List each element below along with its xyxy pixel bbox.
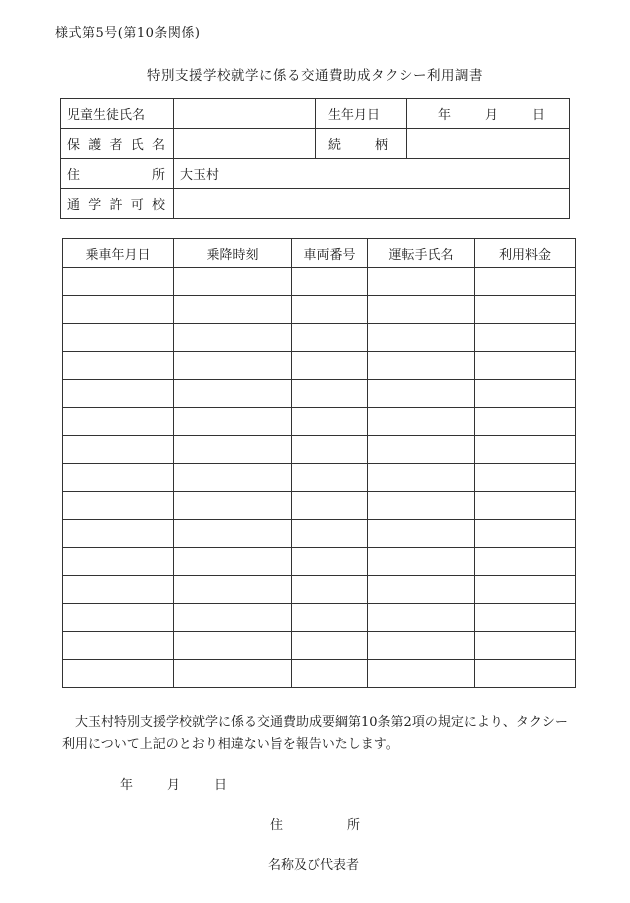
table-cell[interactable] — [174, 436, 292, 464]
table-cell[interactable] — [475, 520, 576, 548]
table-cell[interactable] — [292, 492, 368, 520]
table-cell[interactable] — [368, 268, 475, 296]
table-cell[interactable] — [368, 464, 475, 492]
document-title: 特別支援学校就学に係る交通費助成タクシー利用調書 — [147, 68, 483, 84]
address-label: 住 所 — [61, 159, 174, 189]
table-cell[interactable] — [368, 660, 475, 688]
table-cell[interactable] — [475, 324, 576, 352]
table-cell[interactable] — [174, 660, 292, 688]
birthdate-field[interactable] — [407, 99, 570, 129]
report-date-year: 年 — [120, 778, 134, 793]
school-field[interactable] — [174, 189, 570, 219]
table-cell[interactable] — [368, 604, 475, 632]
table-cell[interactable] — [174, 576, 292, 604]
column-header-ride-date: 乗車年月日 — [63, 239, 174, 268]
table-cell[interactable] — [368, 324, 475, 352]
table-cell[interactable] — [63, 296, 174, 324]
table-cell[interactable] — [292, 408, 368, 436]
relation-field[interactable] — [407, 129, 570, 159]
table-cell[interactable] — [475, 352, 576, 380]
table-cell[interactable] — [475, 632, 576, 660]
student-name-field[interactable] — [174, 99, 316, 129]
table-cell[interactable] — [475, 576, 576, 604]
table-cell[interactable] — [475, 296, 576, 324]
table-row — [63, 492, 576, 520]
form-number: 様式第5号(第10条関係) — [55, 26, 201, 41]
taxi-usage-table — [62, 238, 576, 688]
table-cell[interactable] — [292, 632, 368, 660]
table-cell[interactable] — [174, 632, 292, 660]
table-cell[interactable] — [63, 268, 174, 296]
table-cell[interactable] — [368, 492, 475, 520]
table-cell[interactable] — [174, 324, 292, 352]
table-cell[interactable] — [292, 520, 368, 548]
table-cell[interactable] — [63, 548, 174, 576]
table-cell[interactable] — [174, 352, 292, 380]
report-date — [120, 774, 227, 793]
table-row — [63, 436, 576, 464]
table-cell[interactable] — [475, 464, 576, 492]
table-cell[interactable] — [174, 604, 292, 632]
taxi-usage-body — [63, 268, 576, 688]
table-cell[interactable] — [368, 632, 475, 660]
table-cell[interactable] — [292, 576, 368, 604]
guardian-name-field[interactable] — [174, 129, 316, 159]
report-date-month: 月 — [167, 778, 181, 793]
table-cell[interactable] — [174, 408, 292, 436]
table-cell[interactable] — [63, 492, 174, 520]
birthdate-day-label: 日 — [531, 108, 545, 123]
table-cell[interactable] — [368, 352, 475, 380]
table-cell[interactable] — [475, 436, 576, 464]
guardian-row — [61, 129, 570, 159]
table-cell[interactable] — [63, 436, 174, 464]
table-cell[interactable] — [174, 548, 292, 576]
table-row — [63, 464, 576, 492]
table-cell[interactable] — [475, 268, 576, 296]
student-info-table — [60, 98, 570, 219]
table-cell[interactable] — [174, 492, 292, 520]
table-cell[interactable] — [292, 296, 368, 324]
table-cell[interactable] — [292, 324, 368, 352]
birthdate-label: 生年月日 — [316, 99, 407, 129]
table-cell[interactable] — [63, 660, 174, 688]
address-field[interactable]: 大玉村 — [174, 159, 570, 189]
table-cell[interactable] — [368, 520, 475, 548]
table-cell[interactable] — [174, 380, 292, 408]
table-cell[interactable] — [292, 548, 368, 576]
table-cell[interactable] — [475, 660, 576, 688]
birthdate-year-label: 年 — [437, 108, 451, 123]
reporter-name-label: 名称及び代表者 — [268, 858, 360, 873]
reporter-address-label: 住 所 — [270, 818, 361, 833]
birthdate-month-label: 月 — [484, 108, 498, 123]
column-header-vehicle-number: 車両番号 — [292, 239, 368, 268]
table-cell[interactable] — [292, 268, 368, 296]
table-cell[interactable] — [174, 464, 292, 492]
table-cell[interactable] — [174, 268, 292, 296]
table-cell[interactable] — [368, 436, 475, 464]
guardian-name-label: 保 護 者 氏 名 — [61, 129, 174, 159]
table-cell[interactable] — [368, 296, 475, 324]
school-row — [61, 189, 570, 219]
table-row — [63, 632, 576, 660]
table-cell[interactable] — [63, 576, 174, 604]
table-cell[interactable] — [63, 604, 174, 632]
table-row — [63, 604, 576, 632]
report-date-day: 日 — [214, 778, 228, 793]
column-header-driver-name: 運転手氏名 — [368, 239, 475, 268]
table-cell[interactable] — [63, 324, 174, 352]
table-cell[interactable] — [475, 604, 576, 632]
table-row — [63, 548, 576, 576]
taxi-usage-header-row — [63, 239, 576, 268]
relation-label: 続 柄 — [316, 129, 407, 159]
table-cell[interactable] — [63, 408, 174, 436]
report-statement: 大玉村特別支援学校就学に係る交通費助成要綱第10条第2項の規定により、タクシー利用について上記のとおり相違ない旨を報告いたします。 — [62, 715, 568, 752]
table-cell[interactable] — [292, 352, 368, 380]
table-row — [63, 576, 576, 604]
table-cell[interactable] — [368, 408, 475, 436]
table-row — [63, 324, 576, 352]
table-row — [63, 268, 576, 296]
table-cell[interactable] — [292, 660, 368, 688]
table-cell[interactable] — [63, 380, 174, 408]
table-row — [63, 296, 576, 324]
table-cell[interactable] — [292, 380, 368, 408]
student-name-label: 児童生徒氏名 — [61, 99, 174, 129]
table-cell[interactable] — [475, 492, 576, 520]
table-cell[interactable] — [368, 576, 475, 604]
table-cell[interactable] — [63, 464, 174, 492]
table-row — [63, 352, 576, 380]
table-row — [63, 380, 576, 408]
table-cell[interactable] — [368, 548, 475, 576]
table-cell[interactable] — [63, 520, 174, 548]
table-cell[interactable] — [63, 352, 174, 380]
table-cell[interactable] — [475, 380, 576, 408]
table-cell[interactable] — [475, 408, 576, 436]
table-cell[interactable] — [475, 548, 576, 576]
address-row — [61, 159, 570, 189]
table-row — [63, 408, 576, 436]
table-cell[interactable] — [368, 380, 475, 408]
table-cell[interactable] — [292, 604, 368, 632]
table-cell[interactable] — [292, 464, 368, 492]
table-row — [63, 660, 576, 688]
school-label: 通 学 許 可 校 — [61, 189, 174, 219]
student-name-row — [61, 99, 570, 129]
table-cell[interactable] — [292, 436, 368, 464]
table-cell[interactable] — [174, 296, 292, 324]
table-row — [63, 520, 576, 548]
column-header-ride-time: 乗降時刻 — [174, 239, 292, 268]
table-cell[interactable] — [174, 520, 292, 548]
table-cell[interactable] — [63, 632, 174, 660]
column-header-fare: 利用料金 — [475, 239, 576, 268]
